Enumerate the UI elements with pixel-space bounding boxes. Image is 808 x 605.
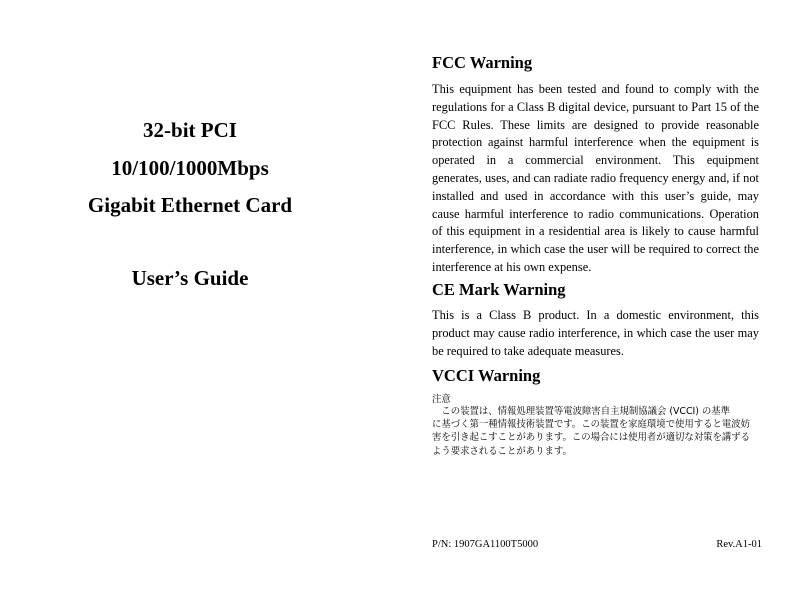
fcc-heading: FCC Warning xyxy=(432,53,533,72)
cover-title-line-1: 32-bit PCI xyxy=(143,118,237,142)
ce-body: This is a Class B product. In a domestic environment, this product may cause radio interference, in which case the user may be required to take adequate measures. xyxy=(432,308,759,358)
cover-column xyxy=(40,0,340,605)
vcci-line: 害を引き起こすことがあります。この場合には使用者が適切な対策を講ずる xyxy=(432,432,751,444)
fcc-body: This equipment has been tested and found to comply with the regulations for a Class B digital device, pursuant to Part 15 of the FCC Rules. These limits are designed to provide reasonable protection against harmful interference when the equipment is operated in a commercial environment. This equipment generates, uses, and can radiate radio frequency energy and, if not installed and used in accordance with this user’s guide, may cause harmful interference to radio communications. Operation of this equipment in a residential area is likely to cause harmful interference, in which case the user will be required to correct the interference at his own expense. xyxy=(432,82,759,274)
vcci-line: この装置は、情報処理装置等電波障害自主規制協議会 (VCCI) の基準 xyxy=(432,406,731,417)
vcci-notice-body xyxy=(432,405,762,458)
cover-title-line-3: Gigabit Ethernet Card xyxy=(87,193,293,217)
vcci-notice-label: 注意 xyxy=(432,394,451,405)
revision-number: Rev.A1-01 xyxy=(716,539,762,550)
vcci-line: よう要求されることがあります。 xyxy=(432,445,572,457)
ce-heading: CE Mark Warning xyxy=(432,280,566,299)
part-number: P/N: 1907GA1100T5000 xyxy=(432,539,539,550)
vcci-line: に基づく第一種情報技術装置です。この装置を家庭環境で使用すると電波妨 xyxy=(432,419,751,431)
warnings-column xyxy=(432,0,762,605)
vcci-heading: VCCI Warning xyxy=(432,366,541,385)
cover-subtitle: User’s Guide xyxy=(131,266,249,290)
cover-title-line-2: 10/100/1000Mbps xyxy=(111,156,269,180)
